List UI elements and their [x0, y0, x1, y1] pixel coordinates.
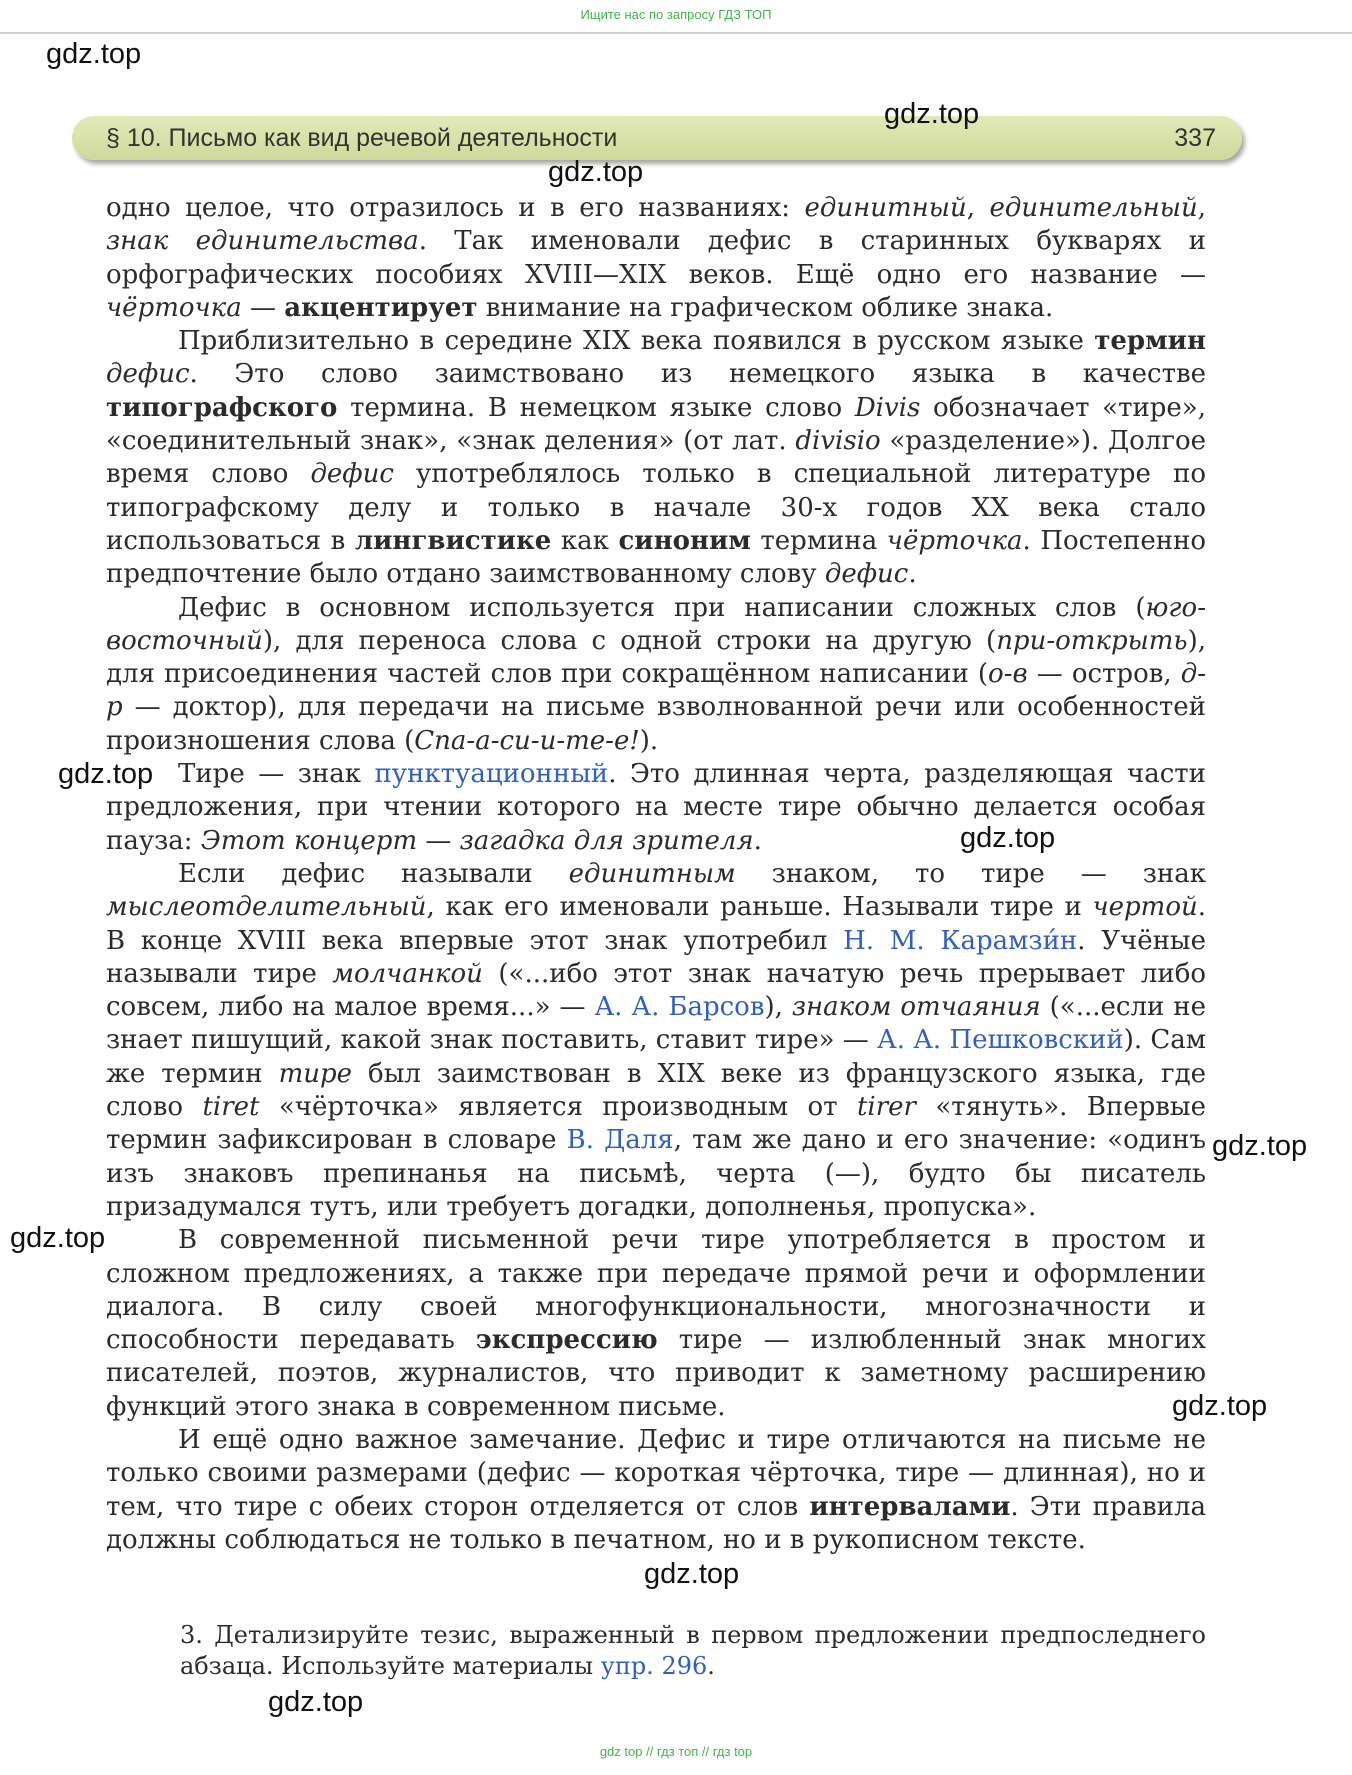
italic-term: молчанкой: [332, 958, 483, 989]
text-run: И ещё одно важное замечание. Дефис и тире отличаются на письме не только своими размерами (дефис — короткая чёрточка, тире — длинная), но и тем, что тире с обеих сторон отделяется от слов: [106, 1424, 1206, 1522]
reference-link[interactable]: А. А. Барсов: [594, 992, 765, 1023]
text-run: . Это длинная черта, разделяющая части предложения, при чтении которого на месте тире обычно делается особая пауза:: [106, 759, 1206, 856]
text-run: обозначает «тире», «соединительный знак», «знак деления» (от лат.: [106, 392, 1206, 457]
italic-term: единитный: [804, 193, 967, 223]
italic-term: мыслеотделительный: [106, 892, 427, 923]
italic-term: знак единительства: [106, 226, 419, 257]
text-run: термина: [750, 525, 887, 556]
paragraph: [106, 1224, 1206, 1424]
italic-term: tirer: [856, 1092, 916, 1123]
top-banner: [0, 0, 1352, 34]
bold-term: экспрессию: [475, 1325, 658, 1356]
watermark: gdz.top: [46, 38, 142, 70]
watermark: gdz.top: [960, 822, 1056, 854]
italic-term: Этот концерт — загадка для зрителя: [200, 825, 754, 856]
paragraph: [106, 592, 1206, 758]
text-run: Если дефис называли: [178, 858, 569, 889]
bold-term: синоним: [618, 525, 751, 556]
text-run: . Так именовали дефис в старинных букварях и орфографических пособиях XVIII—XIX веков. Ещё одно его название —: [106, 226, 1207, 290]
reference-link[interactable]: упр. 296: [600, 1652, 708, 1680]
watermark: gdz.top: [10, 1222, 106, 1254]
text-run: —: [241, 292, 285, 323]
bold-term: интервалами: [809, 1491, 1011, 1522]
italic-term: дефис: [310, 459, 394, 490]
italic-term: д-р: [106, 659, 1206, 723]
text-run: . Это слово заимствовано из немецкого языка в качестве: [189, 359, 1206, 390]
page-number: 337: [1174, 124, 1216, 152]
text-run: внимание на графическом облике знака.: [477, 292, 1054, 323]
text-run: Дефис в основном используется при написании сложных слов (: [178, 592, 1146, 623]
italic-term: при-открыть: [996, 625, 1188, 656]
text-run: («...если не знает пишущий, какой знак поставить, ставит тире» —: [106, 992, 1206, 1056]
text-run: .: [707, 1652, 715, 1680]
text-run: ). Сам же термин: [106, 1025, 1206, 1089]
text-run: — остров,: [1027, 659, 1181, 690]
italic-term: тире: [278, 1058, 353, 1089]
reference-link[interactable]: пунктуационный: [374, 759, 609, 790]
text-run: был заимствован в XIX веке из французского языка, где слово: [106, 1058, 1206, 1123]
top-banner-text: Ищите нас по запросу ГДЗ ТОП: [580, 7, 772, 22]
text-run: . Эти правила должны соблюдаться не только в печатном, но и в рукописном тексте.: [106, 1491, 1206, 1555]
watermark: gdz.top: [58, 758, 154, 790]
watermark: gdz.top: [1212, 1130, 1308, 1162]
watermark: gdz.top: [548, 156, 644, 188]
text-run: . Учёные называли тире: [106, 925, 1206, 989]
text-run: знаком, то тире — знак: [735, 858, 1206, 889]
text-run: . В конце XVIII века впервые этот знак употребил: [106, 892, 1206, 956]
paragraph: [106, 325, 1206, 591]
watermark: gdz.top: [1172, 1390, 1268, 1422]
text-run: Приблизительно в середине XIX века появился в русском языке: [178, 326, 1095, 357]
text-run: . Постепенно предпочтение было отдано заимствованному слову: [106, 525, 1207, 590]
italic-term: единитным: [568, 858, 736, 889]
text-run: .: [908, 559, 917, 590]
italic-term: Спа-а-си-и-те-е!: [414, 725, 640, 756]
text-run: употреблялось только в специальной литературе по типографскому делу и только в начале 30-х годов XX века стало использоваться в: [106, 459, 1206, 556]
paragraph: [106, 858, 1206, 1224]
italic-term: чёрточка: [106, 292, 242, 323]
italic-term: Divis: [854, 392, 921, 423]
bold-term: акцентирует: [284, 292, 478, 323]
text-run: ), для присоединения частей слов при сокращённом написании (: [106, 625, 1206, 690]
reference-link[interactable]: А. А. Пешковский: [877, 1025, 1124, 1056]
text-run: Тире — знак: [178, 759, 375, 790]
section-header: [72, 116, 1242, 160]
text-run: («...ибо этот знак начатую речь прерывает либо совсем, либо на малое время...» —: [106, 958, 1206, 1023]
text-run: , там же дано и его значение: «одинъ изъ знаковъ препинанья на письмѣ, черта (—), будто бы писатель призадумался тутъ, или требуетъ догадки, дополненья, пропуска».: [106, 1125, 1206, 1222]
italic-term: юго-восточный: [106, 592, 1206, 656]
italic-term: о-в: [988, 659, 1028, 690]
watermark: gdz.top: [884, 98, 980, 130]
bold-term: термин: [1094, 326, 1206, 357]
text-run: , как его именовали раньше. Называли тире и: [426, 892, 1093, 923]
text-run: термина. В немецком языке слово: [337, 392, 855, 423]
text-run: .: [753, 825, 762, 856]
footer-links: gdz top // гдз топ // гдз top: [599, 1744, 753, 1759]
text-run: ),: [764, 992, 792, 1023]
reference-link[interactable]: В. Даля: [566, 1125, 674, 1156]
text-run: ).: [639, 725, 659, 756]
body-text: [106, 192, 1206, 1557]
italic-term: знаком отчаяния: [791, 992, 1041, 1023]
text-run: — доктор), для передачи на письме взволнованной речи или особенностей произношения слова (: [106, 692, 1206, 756]
section-title: § 10. Письмо как вид речевой деятельности: [106, 124, 618, 152]
bold-term: лингвистике: [354, 525, 552, 556]
text-run: В современной письменной речи тире употребляется в простом и сложном предложениях, а также при передаче прямой речи и оформлении диалога. В силу своей многофункциональности, многозначности и способности передавать: [106, 1225, 1206, 1356]
italic-term: чертой: [1092, 892, 1198, 923]
text-run: 3. Детализируйте тезис, выраженный в первом предложении предпоследнего абзаца. Используйте материалы: [180, 1621, 1206, 1680]
text-run: как: [551, 525, 619, 556]
text-run: ,: [1197, 193, 1206, 223]
italic-term: дефис: [106, 359, 190, 390]
text-run: ,: [966, 193, 990, 223]
italic-term: единительный: [989, 193, 1198, 223]
text-run: «разделение»). Долгое время слово: [106, 426, 1206, 490]
paragraph: [106, 192, 1206, 325]
italic-term: дефис: [824, 559, 909, 590]
exercise-task: [180, 1620, 1206, 1682]
watermark: gdz.top: [268, 1686, 364, 1718]
italic-term: tiret: [202, 1092, 260, 1123]
text-run: «тянуть». Впервые термин зафиксирован в словаре: [106, 1092, 1207, 1156]
reference-link[interactable]: Н. М. Карамзи́н: [843, 925, 1078, 956]
watermark: gdz.top: [644, 1558, 740, 1590]
text-run: тире — излюбленный знак многих писателей, поэтов, журналистов, что приводит к заметному расширению функций этого знака в современном письме.: [106, 1325, 1206, 1422]
text-run: ), для переноса слова с одной строки на другую (: [262, 625, 997, 656]
italic-term: чёрточка: [886, 525, 1023, 556]
paragraph: [106, 1424, 1206, 1557]
text-run: «чёрточка» является производным от: [259, 1092, 857, 1123]
bold-term: типографского: [106, 392, 338, 423]
italic-term: divisio: [795, 426, 881, 457]
text-run: одно целое, что отразилось и в его названиях:: [106, 193, 805, 223]
